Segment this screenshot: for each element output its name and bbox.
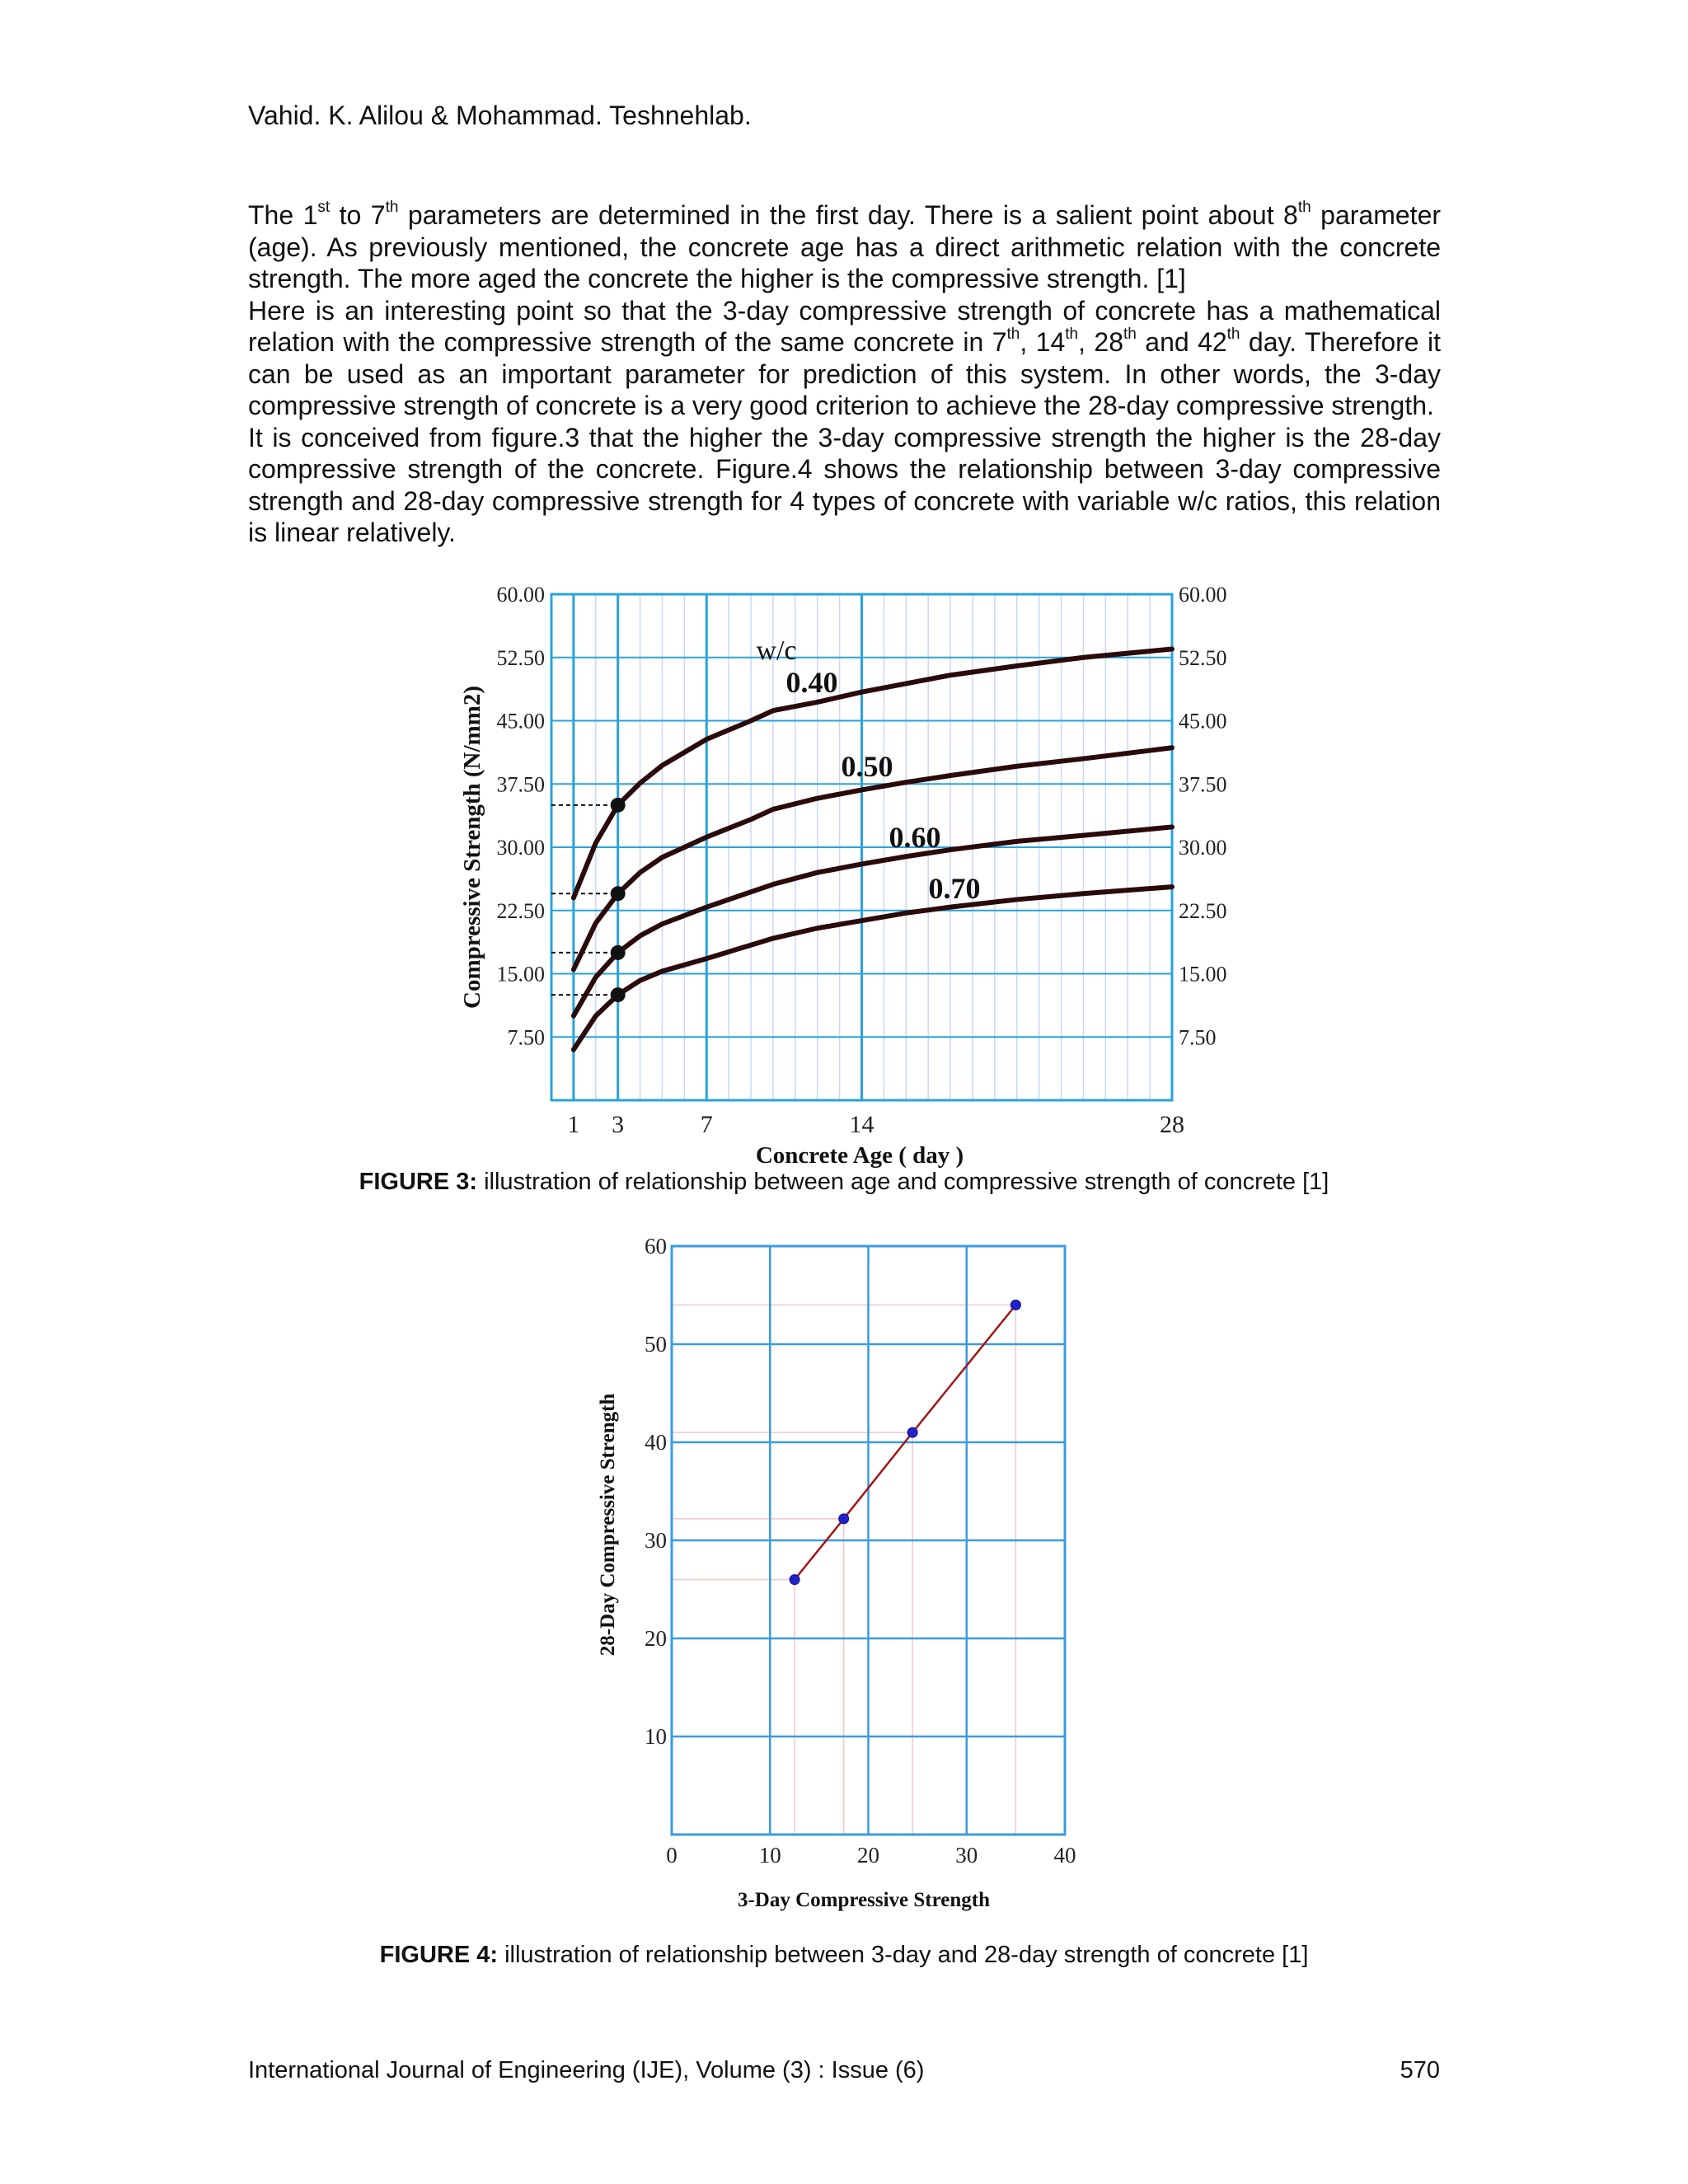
paragraph-1: The 1st to 7th parameters are determined in the first day. There is a salient point about 8th parameter (age). As previously mentioned, the concrete age has a direct arithmetic relation with the concrete strength. The more aged the concrete the higher is the compressive strength. [1] — [248, 199, 1442, 293]
body-text — [248, 199, 1441, 549]
y-tick-label-right: 45.00 — [1179, 709, 1227, 733]
y-tick-label: 20 — [645, 1626, 667, 1651]
data-point — [907, 1427, 917, 1437]
paragraph-2: Here is an interesting point so that the 3-day compressive strength of concrete has a mathematical relation with the compressive strength of the same concrete in 7th, 14th, 28th and 42th day. Therefore it can be used as an important parameter for prediction of this system. In other words, the 3-day compressive strength of concrete is a very good criterion to achieve the 28-day compressive strength. — [248, 295, 1441, 420]
y-tick-label-right: 22.50 — [1179, 898, 1227, 923]
x-tick-label: 1 — [567, 1111, 580, 1138]
footer-journal: International Journal of Engineering (IJE), Volume (3) : Issue (6) — [248, 2057, 925, 2083]
day-3-marker — [611, 945, 626, 960]
x-tick-label: 10 — [758, 1843, 781, 1868]
data-point — [1010, 1300, 1020, 1310]
y-tick-label: 10 — [645, 1724, 667, 1749]
series-line-0.60 — [574, 827, 1172, 1015]
series-label: 0.60 — [889, 821, 941, 854]
y-tick-label-left: 52.50 — [496, 645, 545, 670]
x-tick-label: 7 — [700, 1111, 713, 1138]
y-axis-label: 28-Day Compressive Strength — [597, 1393, 619, 1657]
y-tick-label-left: 60.00 — [496, 583, 545, 607]
legend-title: w/c — [756, 635, 797, 666]
x-tick-label: 20 — [857, 1843, 879, 1868]
series-label: 0.70 — [928, 872, 981, 905]
series-label: 0.50 — [841, 750, 893, 783]
y-tick-label-left: 22.50 — [496, 898, 545, 923]
x-tick-label: 3 — [612, 1111, 625, 1138]
y-tick-label: 60 — [645, 1234, 667, 1258]
series-line-0.50 — [574, 748, 1172, 969]
series-line-0.70 — [574, 887, 1172, 1050]
plot-frame — [551, 594, 1172, 1100]
trend-line — [795, 1305, 1015, 1579]
running-header: Vahid. K. Alilou & Mohammad. Teshnehlab. — [248, 101, 752, 130]
x-tick-label: 14 — [849, 1111, 874, 1138]
y-tick-label-right: 37.50 — [1179, 772, 1227, 797]
x-tick-label: 40 — [1053, 1843, 1076, 1868]
data-point — [790, 1575, 799, 1585]
y-tick-label-right: 52.50 — [1179, 645, 1227, 670]
y-tick-label-right: 15.00 — [1179, 962, 1227, 987]
y-tick-label-left: 30.00 — [496, 836, 545, 860]
y-tick-label-right: 30.00 — [1179, 836, 1227, 860]
x-tick-label: 30 — [955, 1843, 978, 1868]
plot-frame — [672, 1246, 1065, 1835]
day-3-marker — [611, 886, 626, 901]
y-tick-label-right: 7.50 — [1179, 1025, 1217, 1050]
y-tick-label-left: 45.00 — [496, 709, 545, 733]
y-tick-label-left: 7.50 — [507, 1025, 545, 1050]
series-line-0.40 — [574, 649, 1172, 898]
x-tick-label: 28 — [1160, 1111, 1184, 1138]
y-tick-label-left: 15.00 — [496, 962, 545, 987]
y-tick-label: 30 — [645, 1528, 667, 1553]
footer-page-number: 570 — [1400, 2057, 1440, 2083]
y-tick-label-left: 37.50 — [496, 772, 545, 797]
series-label: 0.40 — [785, 666, 838, 699]
y-tick-label-right: 60.00 — [1179, 583, 1227, 607]
x-axis-label: 3-Day Compressive Strength — [737, 1889, 991, 1911]
x-axis-label: Concrete Age ( day ) — [755, 1142, 964, 1169]
figure-4-caption: FIGURE 4: illustration of relationship between 3-day and 28-day strength of concrete [1] — [379, 1942, 1309, 1968]
x-tick-label: 0 — [666, 1843, 678, 1868]
y-axis-label: Compressive Strength (N/mm2) — [459, 686, 485, 1009]
day-3-marker — [611, 798, 626, 813]
day-3-marker — [611, 987, 626, 1002]
y-tick-label: 40 — [645, 1430, 667, 1455]
y-tick-label: 50 — [645, 1332, 667, 1357]
paragraph-3: It is conceived from figure.3 that the higher the 3-day compressive strength the higher is the 28-day compressive strength of the concrete. Figure.4 shows the relationship between 3-day compressive strength and 28-day compressive strength for 4 types of concrete with variable w/c ratios, this relation is linear relatively. — [248, 422, 1441, 547]
data-point — [839, 1514, 849, 1524]
figure-3-caption: FIGURE 3: illustration of relationship between age and compressive strength of concrete [1] — [359, 1169, 1329, 1195]
